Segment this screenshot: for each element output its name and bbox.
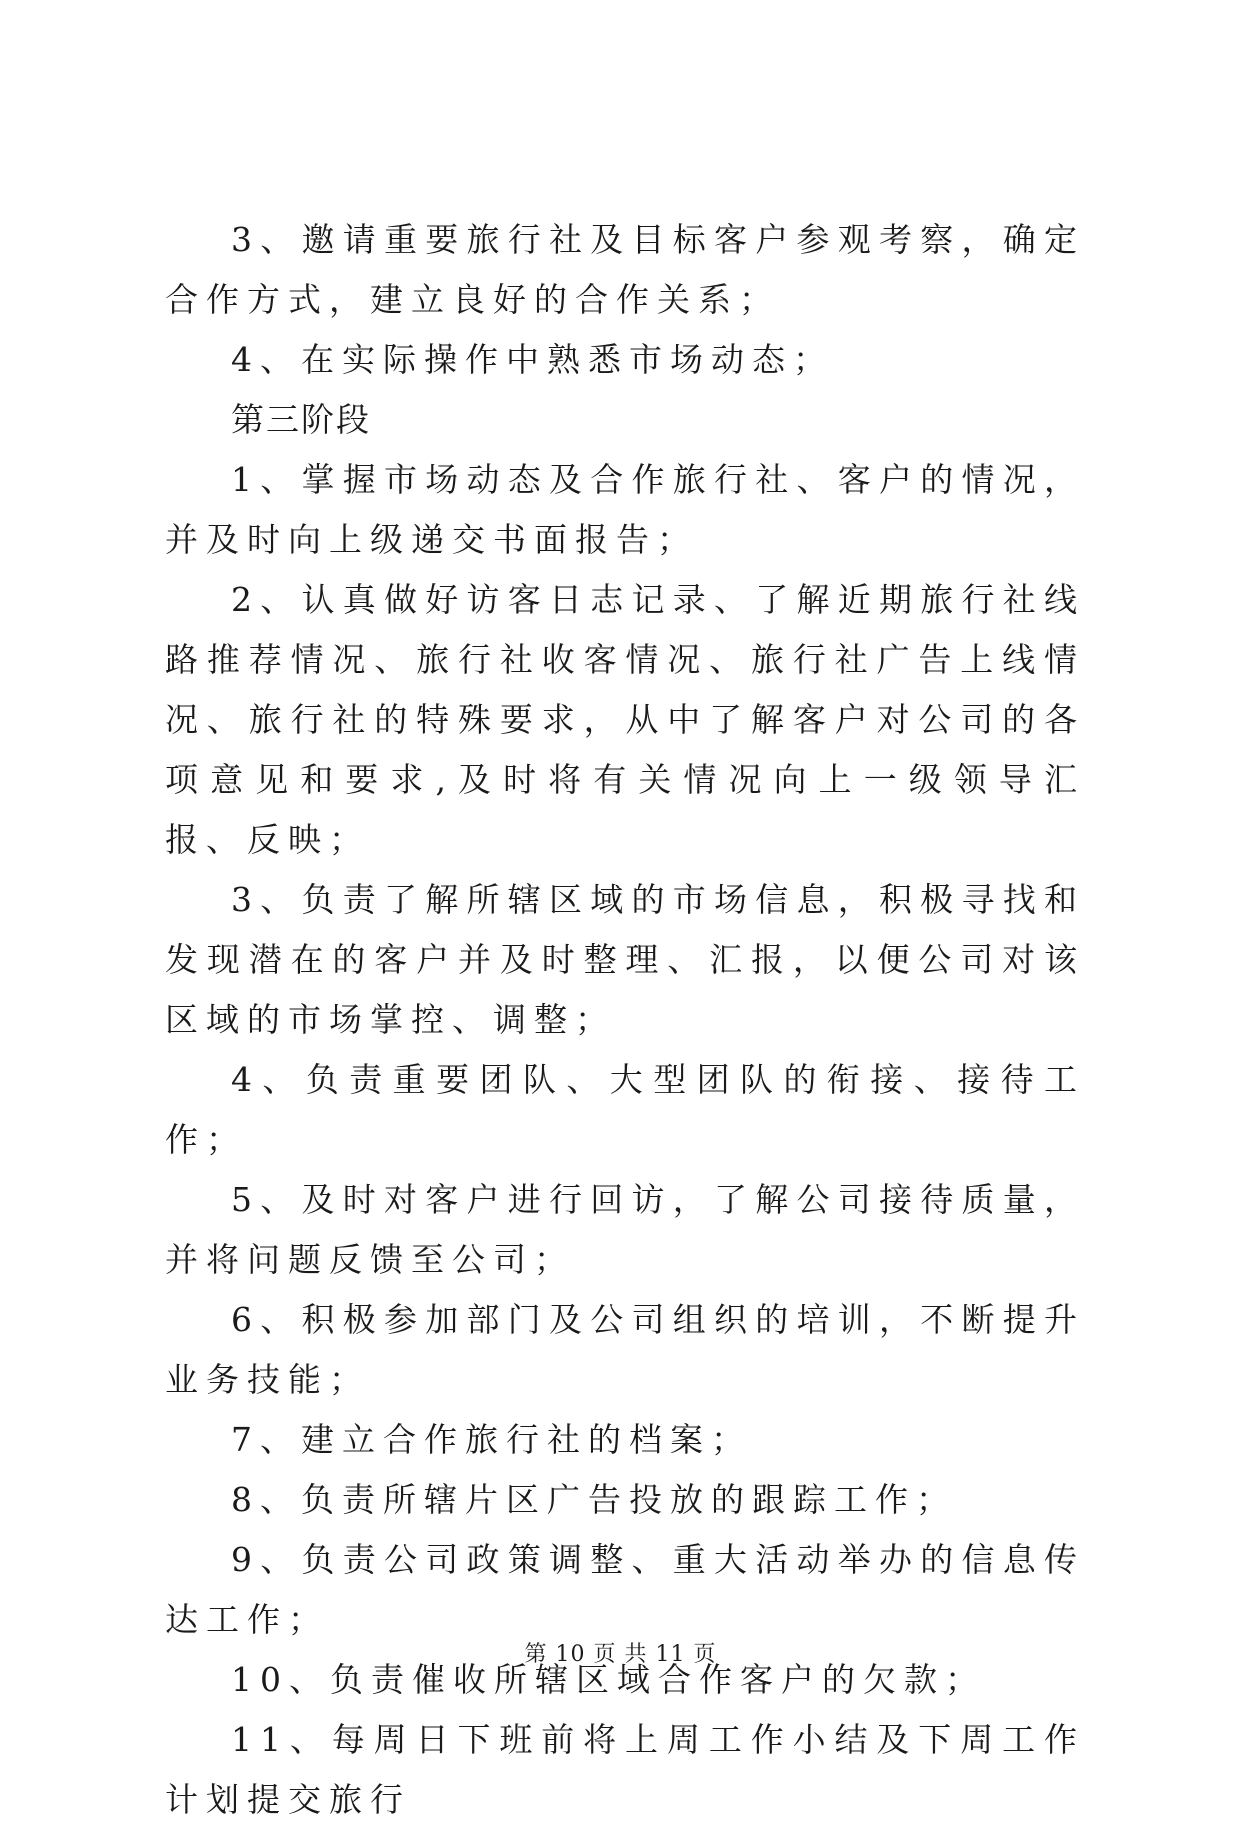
- paragraph-item-8: 8、负责所辖片区广告投放的跟踪工作；: [231, 1480, 957, 1519]
- paragraph-item-4: 4、负责重要团队、大型团队的衔接、接待工作；: [165, 1060, 1085, 1159]
- paragraph-item-11: 11、每周日下班前将上周工作小结及下周工作计划提交旅行: [165, 1720, 1085, 1819]
- paragraph-item-2: 2、认真做好访客日志记录、了解近期旅行社线路推荐情况、旅行社收客情况、旅行社广告上线情况、旅行社的特殊要求，从中了解客户对公司的各项意见和要求,及时将有关情况向上一级领导汇报、反映；: [165, 580, 1085, 859]
- paragraph-item-10: 10、负责催收所辖区域合作客户的欠款；: [231, 1660, 986, 1699]
- page-number-footer: 第 10 页 共 11 页: [524, 1642, 717, 1667]
- document-body: [165, 210, 1085, 1830]
- paragraph-item-1: 1、掌握市场动态及合作旅行社、客户的情况，并及时向上级递交书面报告；: [165, 460, 1085, 559]
- paragraph-item-3: 3、负责了解所辖区域的市场信息，积极寻找和发现潜在的客户并及时整理、汇报，以便公司对该区域的市场掌控、调整；: [165, 880, 1085, 1039]
- paragraph-item-6: 6、积极参加部门及公司组织的培训，不断提升业务技能；: [165, 1300, 1085, 1399]
- paragraph-item-9: 9、负责公司政策调整、重大活动举办的信息传达工作；: [165, 1540, 1085, 1639]
- section-heading-stage-three: 第三阶段: [231, 400, 371, 439]
- paragraph-item-5: 5、及时对客户进行回访，了解公司接待质量，并将问题反馈至公司；: [165, 1180, 1085, 1279]
- paragraph-market-dynamics: 4、在实际操作中熟悉市场动态；: [231, 340, 834, 379]
- paragraph-item-7: 7、建立合作旅行社的档案；: [231, 1420, 752, 1459]
- paragraph-invite-agencies: 3、邀请重要旅行社及目标客户参观考察，确定合作方式，建立良好的合作关系；: [165, 220, 1085, 319]
